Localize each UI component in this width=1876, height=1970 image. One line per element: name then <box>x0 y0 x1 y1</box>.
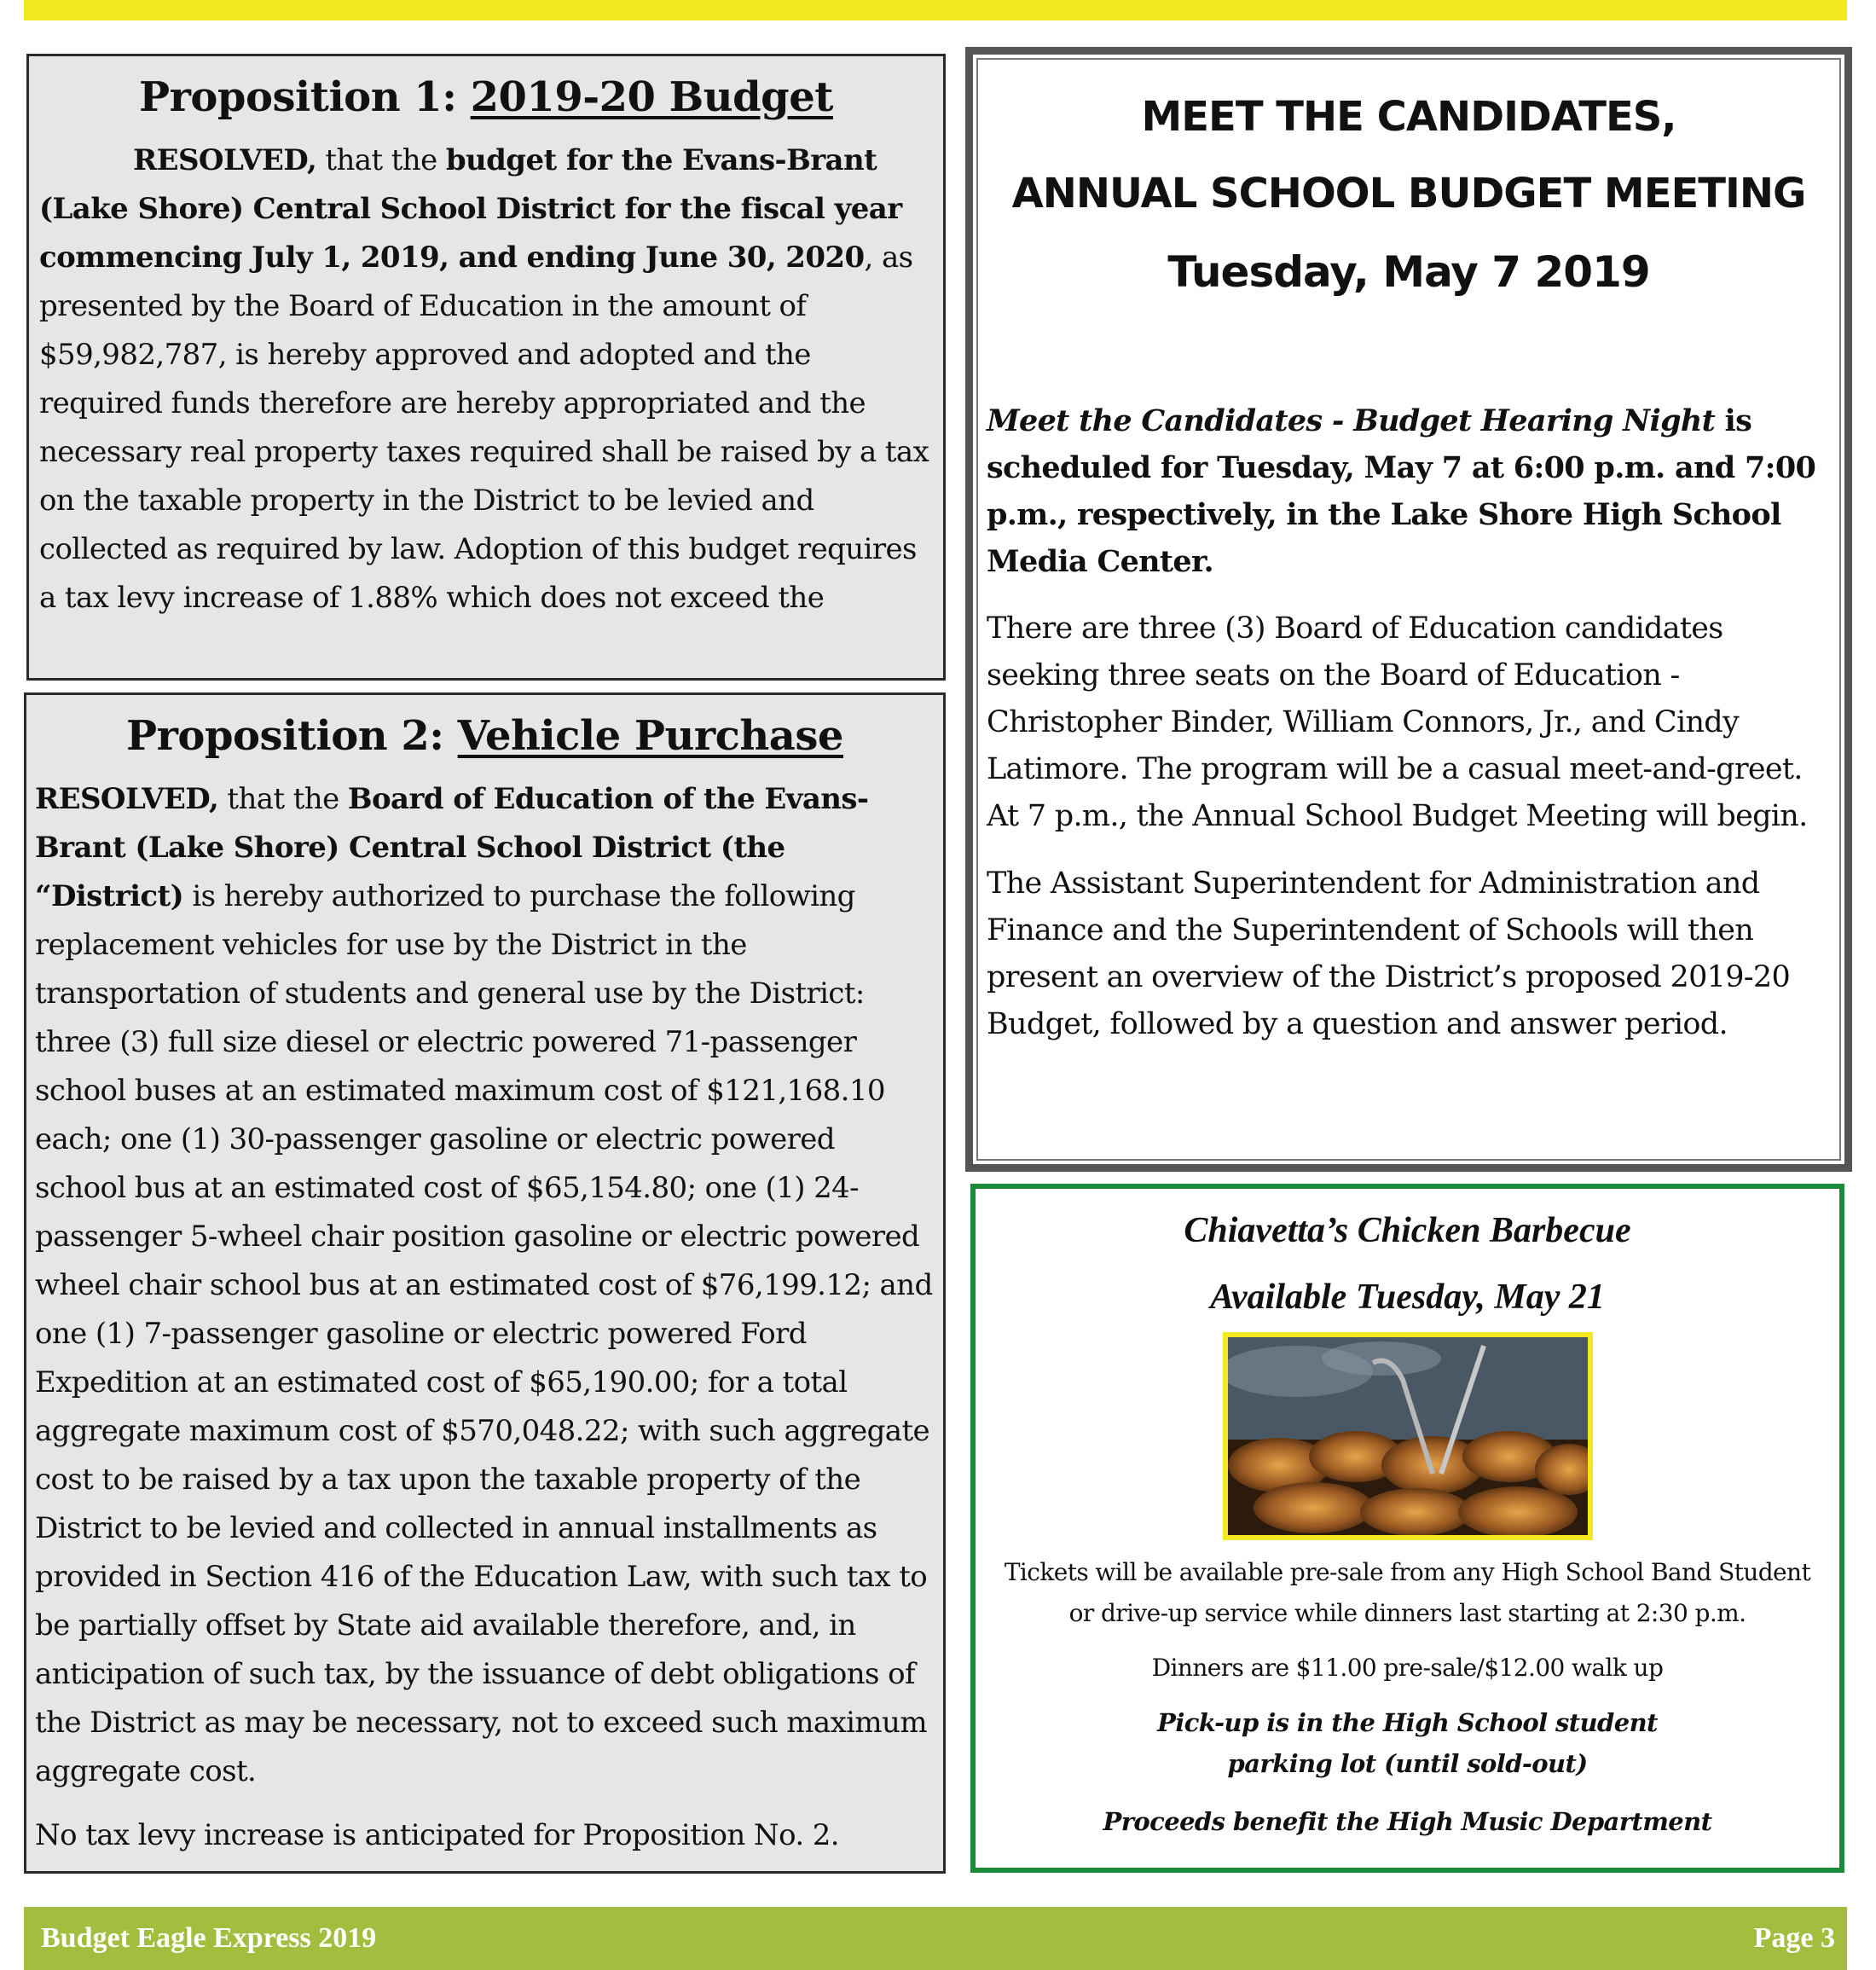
budget-bold-text: budget for the Evans-Brant (Lake Shore) Central School District for the fiscal year commencing July 1, 2019, and ending June 30, 2020 <box>39 143 902 275</box>
pickup-line-1: Pick-up is in the High School student <box>1157 1708 1658 1737</box>
text-run: , as presented by the Board of Education in the amount of $59,982,787, is hereby approved and adopted and the required funds therefore are hereby appropriated and the necessary real property taxes required shall be raised by a tax on the taxable property in the District to be levied and collected as required by law. Adoption of this budget requires a tax levy increase of 1.88% which does not exceed the <box>39 240 929 615</box>
barbecue-title: Chiavetta’s Chicken Barbecue <box>1184 1211 1631 1250</box>
proposition-2-title-topic: Vehicle Purchase <box>457 712 843 760</box>
proposition-1-box <box>26 54 946 681</box>
barbecue-date: Available Tuesday, May 21 <box>1210 1278 1605 1317</box>
tickets-info <box>976 1552 1839 1634</box>
publication-name: Budget Eagle Express 2019 <box>41 1922 377 1954</box>
grill-image-icon <box>1228 1337 1588 1535</box>
top-accent-bar <box>24 0 1847 20</box>
meet-candidates-box <box>965 47 1852 1172</box>
dinner-price: Dinners are $11.00 pre-sale/$12.00 walk up <box>1151 1654 1664 1682</box>
proposition-2-title-prefix: Proposition 2: <box>126 712 458 760</box>
proposition-1-text <box>39 136 933 623</box>
text-run: that the <box>218 782 348 816</box>
proposition-1-title <box>29 73 943 121</box>
meeting-date: Tuesday, May 7 2019 <box>1167 247 1650 297</box>
resolved-label: RESOLVED, <box>133 143 317 177</box>
tickets-line-1: Tickets will be available pre-sale from any High School Band Student <box>1004 1558 1811 1586</box>
proposition-2-box <box>24 692 946 1874</box>
event-name: Meet the Candidates - Budget Hearing Night <box>987 403 1716 438</box>
meet-candidates-heading <box>978 78 1839 232</box>
pickup-line-2: parking lot (until sold-out) <box>1227 1749 1588 1778</box>
text-run: is scheduled for Tuesday, May 7 at 6:00 p.m. and 7:00 p.m., respectively, in the Lake Shore High School Media Center. <box>987 403 1816 579</box>
proposition-2-title <box>26 712 943 760</box>
heading-line-2: ANNUAL SCHOOL BUDGET MEETING <box>1011 170 1806 217</box>
proposition-2-note: No tax levy increase is anticipated for Proposition No. 2. <box>35 1818 839 1852</box>
tickets-line-2: or drive-up service while dinners last starting at 2:30 p.m. <box>1068 1599 1746 1627</box>
meet-candidates-inner-frame <box>976 58 1841 1161</box>
candidates-paragraph: There are three (3) Board of Education candidates seeking three seats on the Board of Education - Christopher Binder, William Connors, Jr., and Cindy Latimore. The program will be a casual meet-and-greet. At 7 p.m., the Annual School Budget Meeting will begin. <box>987 611 1808 833</box>
footer-bar <box>24 1907 1847 1970</box>
overview-paragraph: The Assistant Superintendent for Administration and Finance and the Superintendent of Schools will then present an overview of the District’s proposed 2019-20 Budget, followed by a question and answer period. <box>987 866 1791 1041</box>
resolved-label: RESOLVED, <box>35 782 219 816</box>
chicken-barbecue-box <box>970 1184 1844 1873</box>
event-details <box>987 397 1833 585</box>
grilled-chicken-photo <box>1223 1332 1593 1540</box>
text-run: is hereby authorized to purchase the following replacement vehicles for use by the District in the transportation of students and general use by the District: three (3) full size diesel or electric powered 71-passenger school buses at an estimated maximum cost of $121,168.10 each; one (1) 30-passenger gasoline or electric powered school bus at an estimated cost of $65,154.80; one (1) 24-passenger 5-wheel chair position gasoline or electric powered wheel chair school bus at an estimated cost of $76,199.12; and one (1) 7-passenger gasoline or electric powered Ford Expedition at an estimated cost of $65,190.00; for a total aggregate maximum cost of $570,048.22; with such aggregate cost to be raised by a tax upon the taxable property of the District to be levied and collected in annual installments as provided in Section 416 of the Education Law, with such tax to be partially offset by State aid available therefore, and, in anticipation of such tax, by the issuance of debt obligations of the District as may be necessary, not to exceed such maximum aggregate cost. <box>35 879 933 1788</box>
proposition-1-title-prefix: Proposition 1: <box>139 73 471 121</box>
proposition-1-title-topic: 2019-20 Budget <box>470 73 833 121</box>
proposition-2-text <box>35 775 933 1796</box>
proceeds-note: Proceeds benefit the High Music Department <box>1103 1807 1712 1836</box>
heading-line-1: MEET THE CANDIDATES, <box>1141 93 1676 141</box>
text-run: that the <box>316 143 446 177</box>
board-bold-text: Board of Education of the Evans-Brant (Lake Shore) Central School District (the “District) <box>35 782 869 913</box>
pickup-info <box>976 1702 1839 1784</box>
page-number: Page 3 <box>1753 1922 1835 1954</box>
